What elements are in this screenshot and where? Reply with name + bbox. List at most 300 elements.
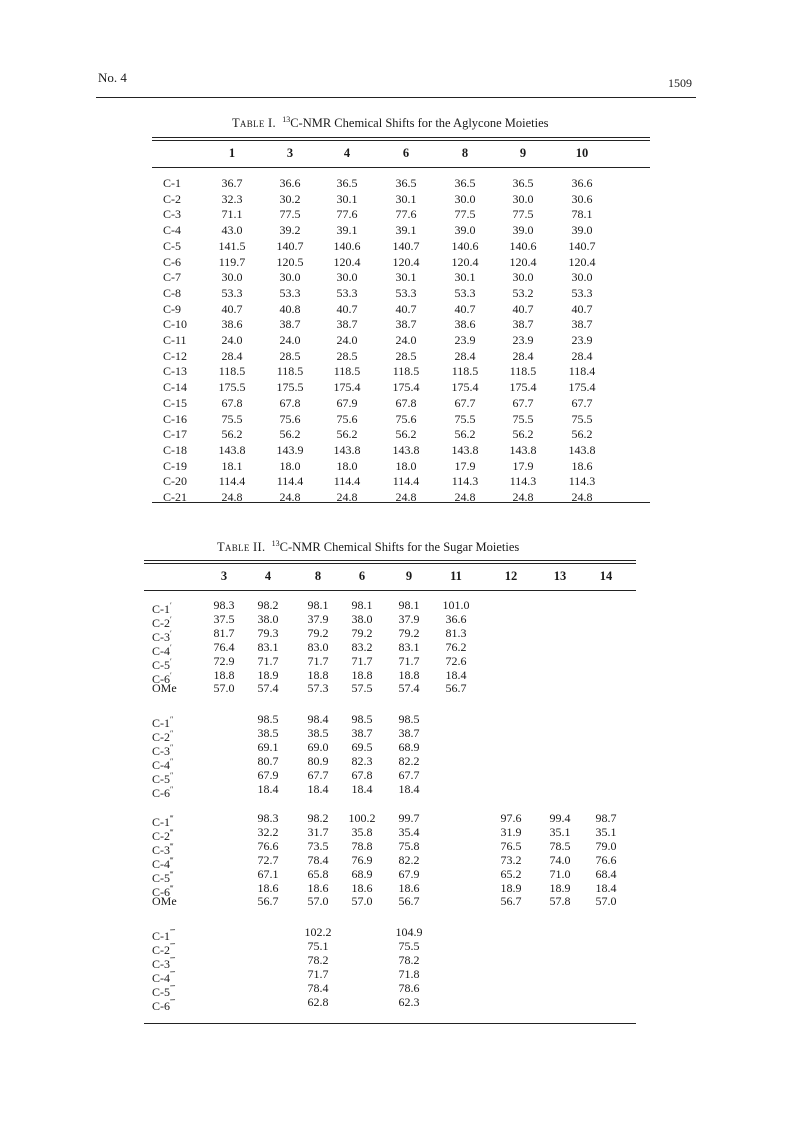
table-cell: 28.4 — [221, 348, 243, 363]
table-cell: 79.2 — [398, 625, 420, 640]
table1-column-header: 1 — [228, 146, 236, 160]
table-row — [0, 838, 793, 857]
table-row — [0, 193, 793, 206]
table-cell: 36.5 — [454, 176, 476, 190]
table-cell: 38.7 — [395, 317, 417, 332]
table-cell: 73.5 — [307, 838, 329, 853]
table-cell: 57.8 — [549, 894, 571, 909]
table-cell: 175.5 — [276, 380, 304, 395]
table-cell: 77.5 — [512, 207, 534, 222]
table-cell: 75.5 — [398, 938, 420, 953]
table-cell: 75.8 — [398, 838, 420, 853]
row-label-base: C-3 — [152, 743, 170, 758]
row-label-base: C-1 — [152, 602, 170, 616]
row-label-base: C-5 — [152, 657, 170, 672]
table-cell: 18.6 — [398, 880, 420, 895]
row-label-base: C-4 — [152, 757, 170, 772]
table-cell: 83.1 — [257, 639, 279, 654]
table-cell: 175.5 — [218, 380, 246, 395]
table-cell: 78.1 — [571, 207, 593, 222]
table-cell: 79.2 — [351, 625, 373, 640]
table-cell: 18.4 — [307, 781, 329, 796]
row-label-primes: ′ — [170, 656, 172, 666]
table-cell: 72.7 — [257, 852, 279, 867]
table-cell: 68.9 — [351, 866, 373, 881]
table1-top-rule — [152, 137, 650, 138]
table-row — [0, 444, 793, 457]
row-label-primes: ‴ — [170, 855, 174, 865]
table-cell: 57.0 — [307, 894, 329, 909]
row-label: C-7 — [163, 270, 181, 285]
table-cell: 17.9 — [512, 458, 534, 473]
table-cell: 56.2 — [336, 427, 358, 442]
table-cell: 75.6 — [395, 411, 417, 426]
table-row — [0, 224, 793, 237]
table-cell: 28.4 — [454, 348, 476, 363]
table-cell: 24.8 — [336, 490, 358, 504]
table-cell: 82.2 — [398, 753, 420, 768]
table1-header-rule — [152, 167, 650, 168]
table-cell: 140.6 — [509, 238, 537, 253]
table-cell: 28.4 — [512, 348, 534, 363]
row-label-base: C-4 — [152, 643, 170, 658]
table-cell: 39.1 — [336, 223, 358, 238]
row-label: C-1 — [163, 176, 181, 190]
table-cell: 56.7 — [500, 894, 522, 909]
table2-column-header: 14 — [599, 569, 613, 583]
row-label-base: C-5 — [152, 984, 170, 999]
row-label-base: OMe — [152, 681, 177, 696]
row-label-primes: ⁗ — [170, 941, 176, 951]
table-cell: 18.8 — [351, 667, 373, 682]
row-label-primes: ‴ — [170, 841, 174, 851]
table-cell: 75.5 — [454, 411, 476, 426]
table-cell: 40.7 — [571, 301, 593, 316]
row-label-base: C-3 — [152, 629, 170, 644]
table1-column-header: 8 — [461, 146, 469, 160]
table-cell: 67.8 — [221, 395, 243, 410]
table-cell: 53.3 — [279, 285, 301, 300]
table-cell: 175.4 — [568, 380, 596, 395]
table-cell: 62.3 — [398, 994, 420, 1009]
table-cell: 118.5 — [451, 364, 479, 379]
table-cell: 67.7 — [454, 395, 476, 410]
row-label-base: C-5 — [152, 771, 170, 786]
table-cell: 140.6 — [333, 238, 361, 253]
row-label: C-18 — [163, 442, 187, 457]
row-label-primes: ′ — [170, 614, 172, 624]
row-label-base: C-4 — [152, 856, 170, 871]
table-cell: 30.2 — [279, 191, 301, 206]
row-label-primes: ″ — [170, 756, 174, 766]
table1-column-header: 10 — [575, 146, 589, 160]
table-cell: 38.7 — [279, 317, 301, 332]
table-cell: 30.0 — [336, 270, 358, 285]
table2-caption-text: C-NMR Chemical Shifts for the Sugar Moieties — [279, 540, 520, 555]
table-cell: 114.4 — [218, 474, 246, 489]
table-cell: 143.8 — [568, 442, 596, 457]
table-row — [0, 460, 793, 473]
table-cell: 67.9 — [336, 395, 358, 410]
table-cell: 36.6 — [279, 176, 301, 190]
table-cell: 28.4 — [571, 348, 593, 363]
table-row — [0, 667, 793, 686]
table-cell: 53.3 — [395, 285, 417, 300]
row-label-primes: ⁗ — [170, 955, 176, 965]
table2-column-header: 9 — [405, 569, 413, 583]
table-cell: 73.2 — [500, 852, 522, 867]
table-cell: 75.5 — [571, 411, 593, 426]
table-cell: 24.8 — [512, 490, 534, 504]
table-row — [0, 240, 793, 253]
table-cell: 30.0 — [512, 270, 534, 285]
row-label: C-20 — [163, 474, 187, 489]
table-cell: 62.8 — [307, 994, 329, 1009]
table-cell: 28.5 — [336, 348, 358, 363]
table-cell: 78.2 — [307, 952, 329, 967]
row-label-primes: ′ — [170, 642, 172, 652]
table-cell: 18.6 — [351, 880, 373, 895]
table-cell: 175.4 — [451, 380, 479, 395]
row-label: C-16 — [163, 411, 187, 426]
table-cell: 114.3 — [568, 474, 596, 489]
row-label — [152, 783, 173, 800]
row-label-base: C-3 — [152, 956, 170, 971]
row-label-base: OMe — [152, 894, 177, 909]
table-cell: 140.7 — [276, 238, 304, 253]
table-row — [0, 880, 793, 899]
table-cell: 77.6 — [336, 207, 358, 222]
table1-column-header: 3 — [286, 146, 294, 160]
table-cell: 24.8 — [571, 490, 593, 504]
table-cell: 18.4 — [595, 880, 617, 895]
table-cell: 78.8 — [351, 838, 373, 853]
table-cell: 175.4 — [509, 380, 537, 395]
table-cell: 18.6 — [571, 458, 593, 473]
table-row — [0, 852, 793, 871]
table-cell: 72.9 — [213, 653, 235, 668]
table-cell: 57.3 — [307, 681, 329, 696]
row-label-primes: ⁗ — [170, 928, 176, 937]
row-label-base: C-2 — [152, 729, 170, 744]
table-cell: 31.9 — [500, 824, 522, 839]
table-cell: 53.3 — [454, 285, 476, 300]
table-cell: 18.1 — [221, 458, 243, 473]
row-label: C-14 — [163, 380, 187, 395]
table-cell: 114.4 — [276, 474, 304, 489]
table-row — [0, 739, 793, 758]
row-label: C-4 — [163, 223, 181, 238]
row-label-base: C-6 — [152, 884, 170, 899]
table-cell: 65.2 — [500, 866, 522, 881]
table-cell: 32.3 — [221, 191, 243, 206]
table-cell: 118.5 — [392, 364, 420, 379]
row-label-primes: ‴ — [170, 869, 174, 879]
table-cell: 77.5 — [279, 207, 301, 222]
table-cell: 23.9 — [512, 333, 534, 347]
table-cell: 18.4 — [445, 667, 467, 682]
table-cell: 18.8 — [307, 667, 329, 682]
table-cell: 43.0 — [221, 223, 243, 238]
table-cell: 143.8 — [509, 442, 537, 457]
table-cell: 75.5 — [512, 411, 534, 426]
table-cell: 35.4 — [398, 824, 420, 839]
table-cell: 57.0 — [595, 894, 617, 909]
table-cell: 120.4 — [451, 254, 479, 269]
table-cell: 74.0 — [549, 852, 571, 867]
table-cell: 56.2 — [571, 427, 593, 442]
table-cell: 68.9 — [398, 739, 420, 754]
table-cell: 79.0 — [595, 838, 617, 853]
table-cell: 75.6 — [279, 411, 301, 426]
table-cell: 37.9 — [307, 611, 329, 626]
table-cell: 18.0 — [336, 458, 358, 473]
row-label: C-11 — [163, 333, 187, 347]
table2-caption — [217, 539, 519, 555]
table-cell: 75.1 — [307, 938, 329, 953]
row-label-primes: ′ — [170, 670, 172, 680]
table-cell: 18.9 — [500, 880, 522, 895]
row-label-primes: ″ — [170, 742, 174, 752]
table-cell: 102.2 — [304, 925, 332, 939]
table-cell: 53.3 — [571, 285, 593, 300]
table-cell: 76.6 — [595, 852, 617, 867]
table-cell: 118.5 — [509, 364, 537, 379]
table-cell: 119.7 — [218, 254, 246, 269]
table-cell: 118.5 — [333, 364, 361, 379]
table2-bottom-rule — [144, 1023, 636, 1024]
table-row — [0, 994, 793, 1013]
table-cell: 120.4 — [333, 254, 361, 269]
table-row — [0, 256, 793, 269]
table-cell: 38.0 — [257, 611, 279, 626]
table-cell: 24.0 — [336, 333, 358, 347]
table-cell: 143.8 — [333, 442, 361, 457]
table-cell: 175.4 — [392, 380, 420, 395]
table-cell: 75.5 — [221, 411, 243, 426]
table-row — [0, 712, 793, 730]
table2-caption-label: Table II. — [217, 540, 266, 555]
table-cell: 101.0 — [442, 598, 470, 612]
table-row — [0, 952, 793, 971]
table2-caption-sup: 13 — [271, 539, 280, 548]
row-label-base: C-4 — [152, 970, 170, 985]
table-cell: 141.5 — [218, 238, 246, 253]
table1-caption — [232, 115, 549, 131]
row-label: C-6 — [163, 254, 181, 269]
header-rule — [96, 97, 696, 98]
row-label-base: C-1 — [152, 929, 170, 943]
table-cell: 100.2 — [348, 811, 376, 825]
table-cell: 56.2 — [279, 427, 301, 442]
table-cell: 77.5 — [454, 207, 476, 222]
row-label-base: C-1 — [152, 716, 170, 730]
table1-bottom-rule — [152, 502, 650, 503]
table-row — [0, 271, 793, 284]
table-cell: 82.2 — [398, 852, 420, 867]
table-cell: 40.7 — [512, 301, 534, 316]
table-cell: 98.5 — [398, 712, 420, 726]
table-cell: 38.0 — [351, 611, 373, 626]
table-cell: 30.1 — [395, 191, 417, 206]
row-label — [152, 895, 177, 908]
table-cell: 143.9 — [276, 442, 304, 457]
table-cell: 67.8 — [395, 395, 417, 410]
table2-column-header: 11 — [450, 569, 462, 583]
table-cell: 67.8 — [279, 395, 301, 410]
table-cell: 56.2 — [221, 427, 243, 442]
row-label-base: C-6 — [152, 998, 170, 1013]
table2-column-header: 8 — [314, 569, 322, 583]
row-label: C-12 — [163, 348, 187, 363]
table2-column-header: 12 — [504, 569, 518, 583]
table-cell: 114.4 — [392, 474, 420, 489]
table-cell: 71.7 — [398, 653, 420, 668]
row-label: C-19 — [163, 458, 187, 473]
table-row — [0, 682, 793, 695]
row-label-primes: ⁗ — [170, 997, 176, 1007]
table1-caption-sup: 13 — [282, 115, 291, 124]
table-row — [0, 811, 793, 829]
table-row — [0, 381, 793, 394]
row-label-primes: ‴ — [170, 827, 174, 837]
table-row — [0, 980, 793, 999]
table-cell: 17.9 — [454, 458, 476, 473]
table-cell: 71.8 — [398, 966, 420, 981]
table-cell: 79.2 — [307, 625, 329, 640]
row-label: C-5 — [163, 238, 181, 253]
table-cell: 36.6 — [445, 611, 467, 626]
table-cell: 24.8 — [454, 490, 476, 504]
table-row — [0, 725, 793, 744]
table-cell: 98.2 — [307, 811, 329, 825]
table-cell: 18.4 — [398, 781, 420, 796]
row-label-base: C-2 — [152, 615, 170, 630]
row-label-primes: ″ — [170, 715, 174, 724]
table-cell: 76.9 — [351, 852, 373, 867]
table-row — [0, 625, 793, 644]
table-cell: 67.7 — [512, 395, 534, 410]
table1-caption-text: C-NMR Chemical Shifts for the Aglycone Moieties — [290, 116, 549, 131]
table2-column-header: 6 — [358, 569, 366, 583]
table-cell: 24.0 — [279, 333, 301, 347]
table-cell: 56.7 — [257, 894, 279, 909]
table-cell: 36.5 — [336, 176, 358, 190]
table-cell: 140.6 — [451, 238, 479, 253]
table1-column-header: 9 — [519, 146, 527, 160]
table-cell: 76.2 — [445, 639, 467, 654]
table-cell: 83.1 — [398, 639, 420, 654]
table-cell: 39.2 — [279, 223, 301, 238]
row-label: C-13 — [163, 364, 187, 379]
table-cell: 53.2 — [512, 285, 534, 300]
table-cell: 120.4 — [509, 254, 537, 269]
table-cell: 24.0 — [395, 333, 417, 347]
table-cell: 83.2 — [351, 639, 373, 654]
table-cell: 18.9 — [257, 667, 279, 682]
table-row — [0, 208, 793, 221]
row-label-primes: ‴ — [170, 814, 174, 823]
table-cell: 98.1 — [351, 598, 373, 612]
table-cell: 67.9 — [398, 866, 420, 881]
table-cell: 30.0 — [512, 191, 534, 206]
table-cell: 140.7 — [392, 238, 420, 253]
table-cell: 18.4 — [351, 781, 373, 796]
table-cell: 31.7 — [307, 824, 329, 839]
journal-number: No. 4 — [98, 70, 127, 85]
table-cell: 143.8 — [392, 442, 420, 457]
table-cell: 114.3 — [509, 474, 537, 489]
table-row — [0, 428, 793, 441]
table-row — [0, 350, 793, 363]
table-cell: 35.1 — [595, 824, 617, 839]
table-cell: 97.6 — [500, 811, 522, 825]
table-cell: 24.8 — [279, 490, 301, 504]
table-row — [0, 365, 793, 378]
table-cell: 76.5 — [500, 838, 522, 853]
table-row — [0, 318, 793, 331]
table-cell: 78.4 — [307, 980, 329, 995]
table-cell: 76.6 — [257, 838, 279, 853]
table-cell: 35.1 — [549, 824, 571, 839]
row-label-base: C-1 — [152, 815, 170, 829]
row-label-primes: ⁗ — [170, 983, 176, 993]
table-row — [0, 334, 793, 347]
row-label-primes: ⁗ — [170, 969, 176, 979]
table-cell: 67.7 — [571, 395, 593, 410]
table-cell: 23.9 — [454, 333, 476, 347]
table-cell: 40.7 — [454, 301, 476, 316]
table2-column-header: 13 — [553, 569, 567, 583]
row-label: C-2 — [163, 191, 181, 206]
row-label-primes: ′ — [170, 628, 172, 638]
table-cell: 98.4 — [307, 712, 329, 726]
table-cell: 143.8 — [218, 442, 246, 457]
table-cell: 104.9 — [395, 925, 423, 939]
table-cell: 39.0 — [454, 223, 476, 238]
table-cell: 38.6 — [221, 317, 243, 332]
table-cell: 56.2 — [395, 427, 417, 442]
row-label-base: C-6 — [152, 671, 170, 686]
table-cell: 56.2 — [512, 427, 534, 442]
table-cell: 18.0 — [395, 458, 417, 473]
table-cell: 98.5 — [351, 712, 373, 726]
table2-column-header: 3 — [220, 569, 228, 583]
table-cell: 67.7 — [398, 767, 420, 782]
table-cell: 56.7 — [398, 894, 420, 909]
table-row — [0, 598, 793, 616]
table2-top-rule — [144, 560, 636, 561]
table-row — [0, 866, 793, 885]
table-cell: 76.4 — [213, 639, 235, 654]
table-cell: 56.2 — [454, 427, 476, 442]
table-cell: 30.1 — [454, 270, 476, 285]
table-cell: 38.6 — [454, 317, 476, 332]
table-cell: 79.3 — [257, 625, 279, 640]
table-cell: 18.4 — [257, 781, 279, 796]
table-row — [0, 287, 793, 300]
table-cell: 72.6 — [445, 653, 467, 668]
table2-column-header: 4 — [264, 569, 272, 583]
row-label: C-8 — [163, 285, 181, 300]
table-cell: 30.1 — [395, 270, 417, 285]
table-cell: 38.7 — [336, 317, 358, 332]
table-cell: 38.7 — [351, 725, 373, 740]
table-cell: 98.5 — [257, 712, 279, 726]
table-cell: 99.4 — [549, 811, 571, 825]
table-cell: 67.8 — [351, 767, 373, 782]
table-cell: 67.7 — [307, 767, 329, 782]
